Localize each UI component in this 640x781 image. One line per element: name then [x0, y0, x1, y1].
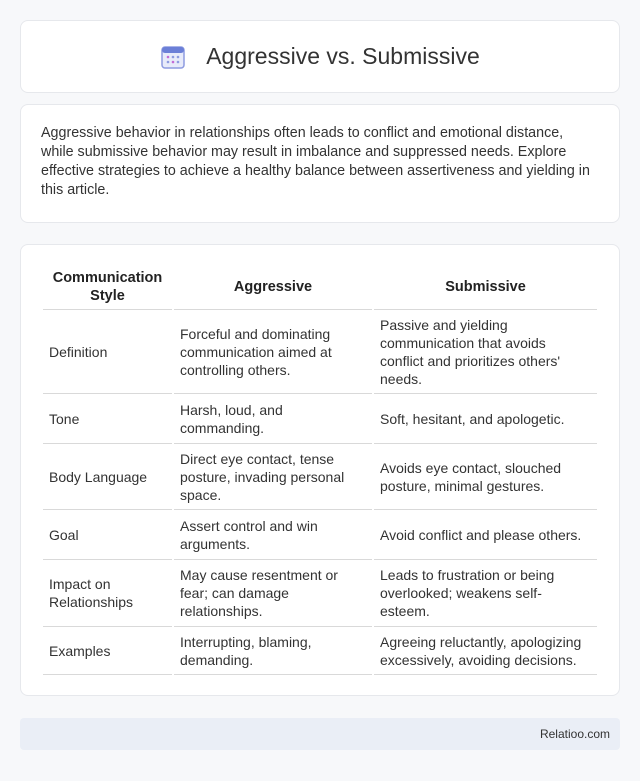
aggressive-cell: Harsh, loud, and commanding.	[174, 394, 372, 444]
comparison-table	[41, 265, 599, 675]
submissive-cell: Leads to frustration or being overlooked; weakens self-esteem.	[374, 560, 597, 627]
row-label: Definition	[43, 310, 172, 394]
header-submissive: Submissive	[374, 265, 597, 310]
header-communication-style: Communication Style	[43, 265, 172, 310]
table-header-row	[43, 265, 597, 310]
table-row	[43, 310, 597, 394]
table-row	[43, 560, 597, 627]
table-row	[43, 510, 597, 560]
table-row	[43, 444, 597, 510]
header-aggressive: Aggressive	[174, 265, 372, 310]
intro-text: Aggressive behavior in relationships often leads to conflict and emotional distance, while submissive behavior may result in imbalance and suppressed needs. Explore effective strategies to achieve a healthy balance between assertiveness and yielding in this article.	[41, 125, 590, 198]
submissive-cell: Avoids eye contact, slouched posture, minimal gestures.	[374, 444, 597, 510]
page-title: Aggressive vs. Submissive	[206, 43, 480, 69]
aggressive-cell: May cause resentment or fear; can damage relationships.	[174, 560, 372, 627]
row-label: Goal	[43, 510, 172, 560]
aggressive-cell: Forceful and dominating communication aimed at controlling others.	[174, 310, 372, 394]
footer	[20, 718, 620, 750]
row-label: Tone	[43, 394, 172, 444]
calendar-icon	[160, 44, 186, 70]
aggressive-cell: Interrupting, blaming, demanding.	[174, 627, 372, 675]
row-label: Impact on Relationships	[43, 560, 172, 627]
submissive-cell: Soft, hesitant, and apologetic.	[374, 394, 597, 444]
row-label: Body Language	[43, 444, 172, 510]
title-card	[20, 20, 620, 93]
submissive-cell: Passive and yielding communication that avoids conflict and prioritizes others' needs.	[374, 310, 597, 394]
submissive-cell: Avoid conflict and please others.	[374, 510, 597, 560]
row-label: Examples	[43, 627, 172, 675]
aggressive-cell: Direct eye contact, tense posture, invading personal space.	[174, 444, 372, 510]
footer-brand[interactable]: Relatioo.com	[539, 727, 610, 741]
comparison-table-card	[20, 244, 620, 696]
table-row	[43, 394, 597, 444]
table-row	[43, 627, 597, 675]
submissive-cell: Agreeing reluctantly, apologizing excessively, avoiding decisions.	[374, 627, 597, 675]
intro-card	[20, 104, 620, 223]
aggressive-cell: Assert control and win arguments.	[174, 510, 372, 560]
